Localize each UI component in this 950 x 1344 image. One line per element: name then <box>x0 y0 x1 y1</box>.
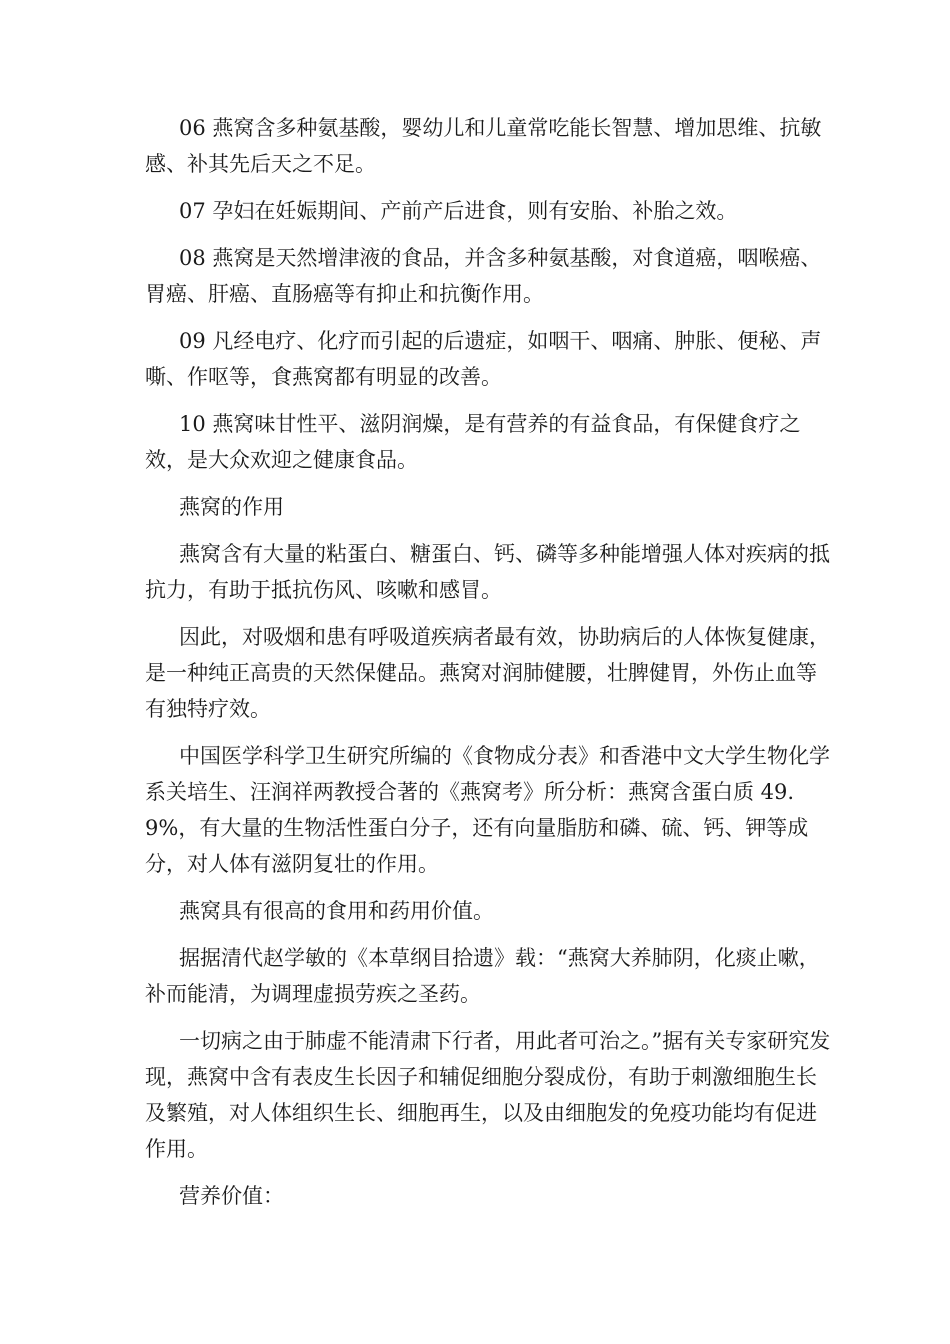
section-heading-effects: 燕窝的作用 <box>179 495 284 519</box>
paragraph-09-chemotherapy: 09 凡经电疗、化疗而引起的后遗症，如咽干、咽痛、肿胀、便秘、声嘶、作呕等，食燕窝都有明显的改善。 <box>145 329 822 389</box>
paragraph-food-composition: 中国医学科学卫生研究所编的《食物成分表》和香港中文大学生物化学系关培生、汪润祥两教授合著的《燕窝考》所分析：燕窝含蛋白质 49.9%，有大量的生物活性蛋白分子，还有向量脂肪和磷、硫、钙、钾等成分，对人体有滋阴复壮的作用。 <box>145 744 830 876</box>
paragraph-respiratory: 因此，对吸烟和患有呼吸道疾病者最有效，协助病后的人体恢复健康，是一种纯正高贵的天然保健品。燕窝对润肺健腰，壮脾健胃，外伤止血等有独特疗效。 <box>145 625 830 721</box>
paragraph-research-findings: 一切病之由于肺虚不能清肃下行者，用此者可治之。”据有关专家研究发现，燕窝中含有表皮生长因子和辅促细胞分裂成份，有助于刺激细胞生长及繁殖，对人体组织生长、细胞再生，以及由细胞发的免疫功能均有促进作用。 <box>145 1029 831 1161</box>
paragraph-07-pregnancy: 07 孕妇在妊娠期间、产前产后进食，则有安胎、补胎之效。 <box>179 199 738 223</box>
document-body <box>145 110 835 1225</box>
paragraph-06-amino-acids: 06 燕窝含多种氨基酸，婴幼儿和儿童常吃能长智慧、增加思维、抗敏感、补其先后天之不足。 <box>145 116 822 176</box>
paragraph-10-health-food: 10 燕窝味甘性平、滋阴润燥，是有营养的有益食品，有保健食疗之效，是大众欢迎之健康食品。 <box>145 412 801 472</box>
paragraph-mucoprotein: 燕窝含有大量的粘蛋白、糖蛋白、钙、磷等多种能增强人体对疾病的抵抗力，有助于抵抗伤风、咳嗽和感冒。 <box>145 542 830 602</box>
section-heading-nutrition: 营养价值： <box>179 1184 284 1208</box>
paragraph-08-cancer: 08 燕窝是天然增津液的食品，并含多种氨基酸，对食道癌，咽喉癌、胃癌、肝癌、直肠癌等有抑止和抗衡作用。 <box>145 246 822 306</box>
paragraph-medicinal-value: 燕窝具有很高的食用和药用价值。 <box>179 899 494 923</box>
paragraph-bencao-quote: 据据清代赵学敏的《本草纲目拾遗》载：“燕窝大养肺阴，化痰止嗽，补而能清，为调理虚损劳疾之圣药。 <box>145 946 820 1006</box>
